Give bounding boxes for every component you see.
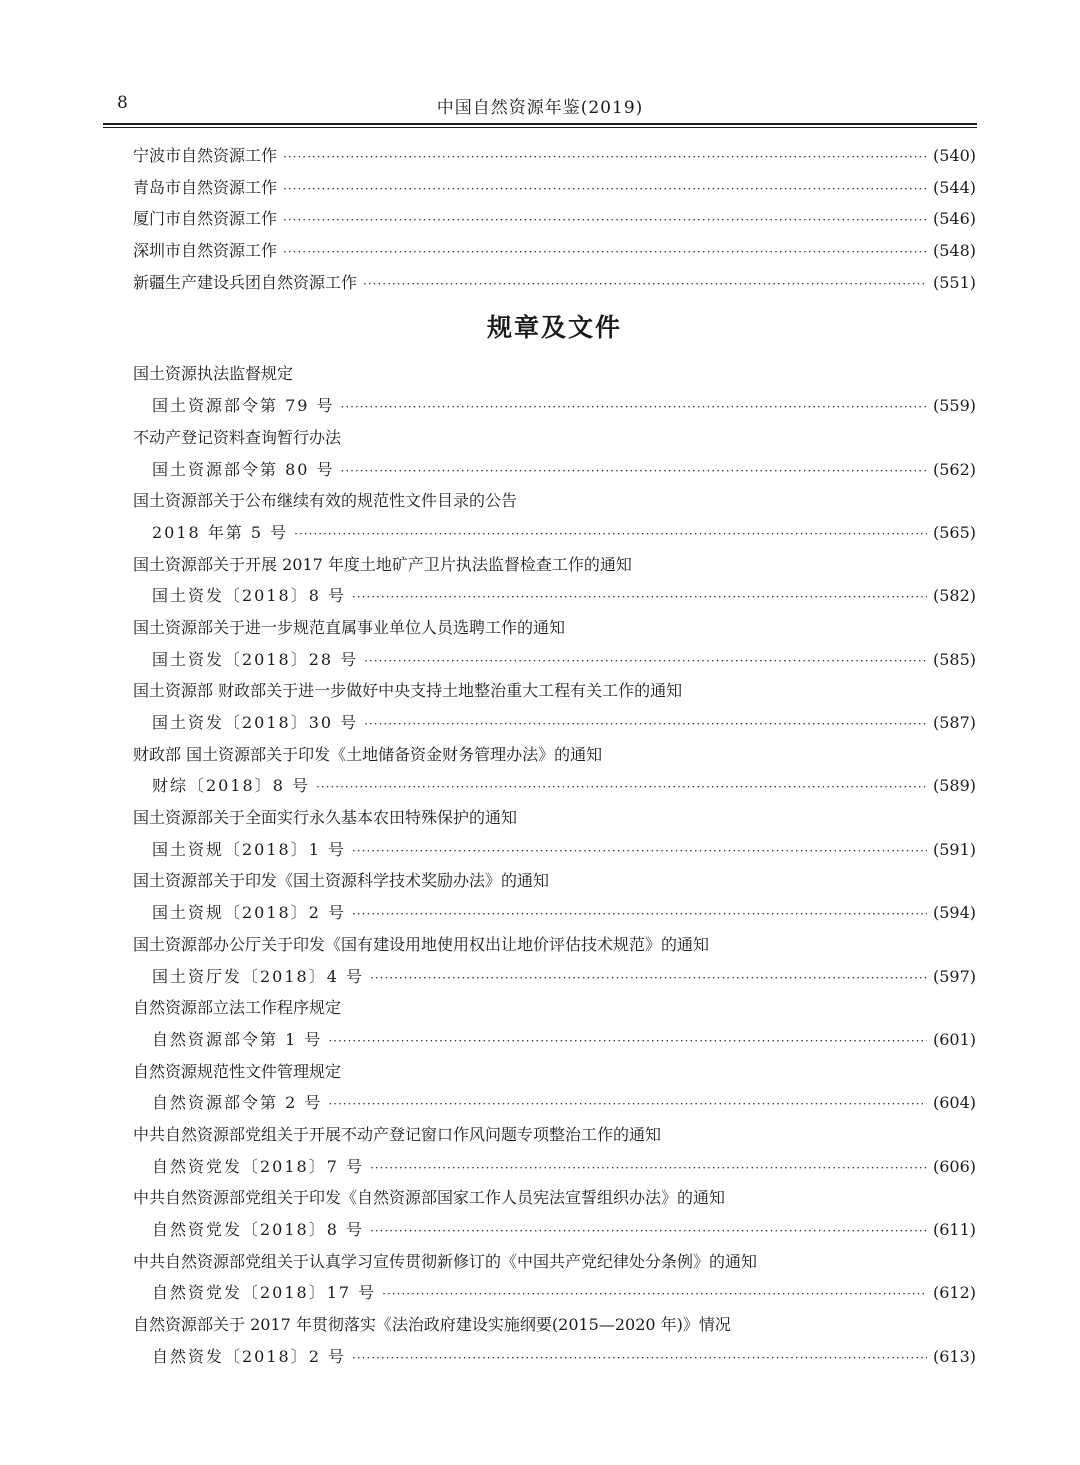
- toc-entry[interactable]: [133, 203, 976, 235]
- entry-page: (582): [932, 586, 976, 606]
- document-number: 2018 年第 5 号: [152, 522, 289, 542]
- document-number: 国土资厅发〔2018〕4 号: [152, 966, 364, 986]
- toc-entry[interactable]: [133, 235, 976, 267]
- document-number: 财综〔2018〕8 号: [152, 776, 310, 796]
- document-title: 国土资源部关于全面实行永久基本农田特殊保护的通知: [133, 808, 518, 828]
- toc-entry[interactable]: [133, 1341, 976, 1373]
- dot-leader: [341, 456, 927, 488]
- entry-page: (613): [932, 1346, 976, 1366]
- dot-leader: [363, 269, 927, 301]
- header-rule-thin: [103, 127, 977, 128]
- entry-page: (551): [932, 272, 976, 292]
- dot-leader: [283, 205, 927, 237]
- entry-page: (540): [932, 146, 976, 165]
- document-number: 自然资发〔2018〕2 号: [152, 1346, 346, 1366]
- entry-page: (611): [932, 1220, 976, 1239]
- toc-entry[interactable]: [133, 644, 976, 676]
- toc-entry[interactable]: [133, 897, 976, 929]
- dot-leader: [370, 1153, 927, 1185]
- dot-leader: [382, 1279, 927, 1311]
- entry-page: (585): [932, 649, 976, 669]
- document-title: 自然资源规范性文件管理规定: [133, 1061, 342, 1081]
- entry-page: (587): [932, 713, 976, 732]
- entry-page: (565): [932, 522, 976, 542]
- entry-page: (612): [932, 1283, 976, 1303]
- dot-leader: [328, 1089, 927, 1121]
- document-title: 国土资源部办公厅关于印发《国有建设用地使用权出让地价评估技术规范》的通知: [133, 934, 710, 954]
- entry-page: (562): [932, 459, 976, 479]
- entry-page: (589): [932, 776, 976, 796]
- toc-entry[interactable]: [133, 390, 976, 422]
- document-title: 不动产登记资料查询暂行办法: [133, 427, 342, 447]
- document-number: 国土资发〔2018〕8 号: [152, 586, 346, 606]
- entry-title: 厦门市自然资源工作: [133, 209, 278, 229]
- document-number: 国土资源部令第 79 号: [152, 396, 335, 416]
- dot-leader: [364, 709, 927, 741]
- toc-entry[interactable]: [133, 172, 976, 204]
- section-title: 规章及文件: [486, 313, 622, 343]
- regulation-entries: [133, 358, 976, 1372]
- entry-page: (544): [932, 177, 976, 197]
- dot-leader: [352, 1343, 927, 1375]
- document-title: 自然资源部立法工作程序规定: [133, 998, 342, 1018]
- toc-entry[interactable]: [133, 961, 976, 993]
- entry-page: (606): [932, 1156, 976, 1176]
- toc-entry[interactable]: [133, 267, 976, 299]
- document-title: 国土资源部关于印发《国土资源科学技术奖励办法》的通知: [133, 871, 550, 891]
- document-number: 国土资规〔2018〕1 号: [152, 839, 346, 859]
- entry-page: (559): [932, 396, 976, 416]
- dot-leader: [341, 392, 927, 424]
- document-number: 自然资党发〔2018〕7 号: [152, 1156, 364, 1176]
- toc-entry[interactable]: [133, 1151, 976, 1183]
- document-number: 自然资源部令第 1 号: [152, 1029, 323, 1049]
- document-title: 中共自然资源部党组关于印发《自然资源部国家工作人员宪法宣誓组织办法》的通知: [133, 1188, 726, 1208]
- document-number: 国土资发〔2018〕30 号: [152, 713, 359, 732]
- document-title: 国土资源部 财政部关于进一步做好中央支持土地整治重大工程有关工作的通知: [133, 681, 683, 701]
- document-number: 国土资源部令第 80 号: [152, 459, 335, 479]
- toc-entry[interactable]: [133, 1214, 976, 1246]
- document-title: 国土资源部关于开展 2017 年度土地矿产卫片执法监督检查工作的通知: [133, 554, 632, 574]
- document-number: 自然资党发〔2018〕8 号: [152, 1220, 364, 1239]
- dot-leader: [352, 899, 927, 931]
- document-number: 自然资源部令第 2 号: [152, 1093, 323, 1113]
- entry-title: 青岛市自然资源工作: [133, 177, 278, 197]
- page-number: 8: [117, 93, 128, 113]
- dot-leader: [364, 646, 927, 678]
- dot-leader: [370, 1216, 927, 1248]
- entry-title: 宁波市自然资源工作: [133, 146, 278, 165]
- dot-leader: [352, 836, 927, 868]
- dot-leader: [370, 963, 927, 995]
- entry-page: (597): [932, 966, 976, 986]
- document-title: 财政部 国土资源部关于印发《土地储备资金财务管理办法》的通知: [133, 744, 603, 764]
- toc-entry[interactable]: [133, 517, 976, 549]
- page-header: [103, 93, 977, 119]
- toc-entry[interactable]: [133, 707, 976, 739]
- entry-title: 深圳市自然资源工作: [133, 241, 278, 261]
- document-title: 国土资源部关于公布继续有效的规范性文件目录的公告: [133, 491, 518, 511]
- toc-entry[interactable]: [133, 1087, 976, 1119]
- dot-leader: [283, 237, 927, 269]
- toc-entry[interactable]: [133, 834, 976, 866]
- dot-leader: [328, 1026, 927, 1058]
- document-number: 自然资党发〔2018〕17 号: [152, 1283, 377, 1303]
- document-number: 国土资规〔2018〕2 号: [152, 903, 346, 923]
- entry-page: (548): [932, 241, 976, 261]
- entry-page: (546): [932, 209, 976, 229]
- toc-entry[interactable]: [133, 1024, 976, 1056]
- document-title: 国土资源执法监督规定: [133, 364, 294, 384]
- dot-leader: [352, 582, 927, 614]
- toc-entry[interactable]: [133, 140, 976, 172]
- document-number: 国土资发〔2018〕28 号: [152, 649, 359, 669]
- entry-page: (604): [932, 1093, 976, 1113]
- dot-leader: [283, 174, 927, 206]
- running-title: 中国自然资源年鉴(2019): [436, 98, 644, 118]
- document-title: 自然资源部关于 2017 年贯彻落实《法治政府建设实施纲要(2015—2020 年)》情况: [133, 1315, 731, 1335]
- document-title: 中共自然资源部党组关于认真学习宣传贯彻新修订的《中国共产党纪律处分条例》的通知: [133, 1251, 758, 1271]
- dot-leader: [316, 772, 927, 804]
- dot-leader: [294, 519, 927, 551]
- table-of-contents: [133, 140, 976, 1372]
- entry-title: 新疆生产建设兵团自然资源工作: [133, 272, 358, 292]
- dot-leader: [283, 142, 927, 174]
- city-entries: [133, 140, 976, 298]
- toc-entry[interactable]: [133, 770, 976, 802]
- header-rule-thick: [103, 123, 977, 125]
- toc-entry[interactable]: [133, 580, 976, 612]
- document-title: 国土资源部关于进一步规范直属事业单位人员选聘工作的通知: [133, 617, 566, 637]
- toc-entry[interactable]: [133, 1277, 976, 1309]
- entry-page: (594): [932, 903, 976, 923]
- entry-page: (601): [932, 1029, 976, 1049]
- document-title: 中共自然资源部党组关于开展不动产登记窗口作风问题专项整治工作的通知: [133, 1124, 662, 1144]
- entry-page: (591): [932, 839, 976, 859]
- toc-entry[interactable]: [133, 454, 976, 486]
